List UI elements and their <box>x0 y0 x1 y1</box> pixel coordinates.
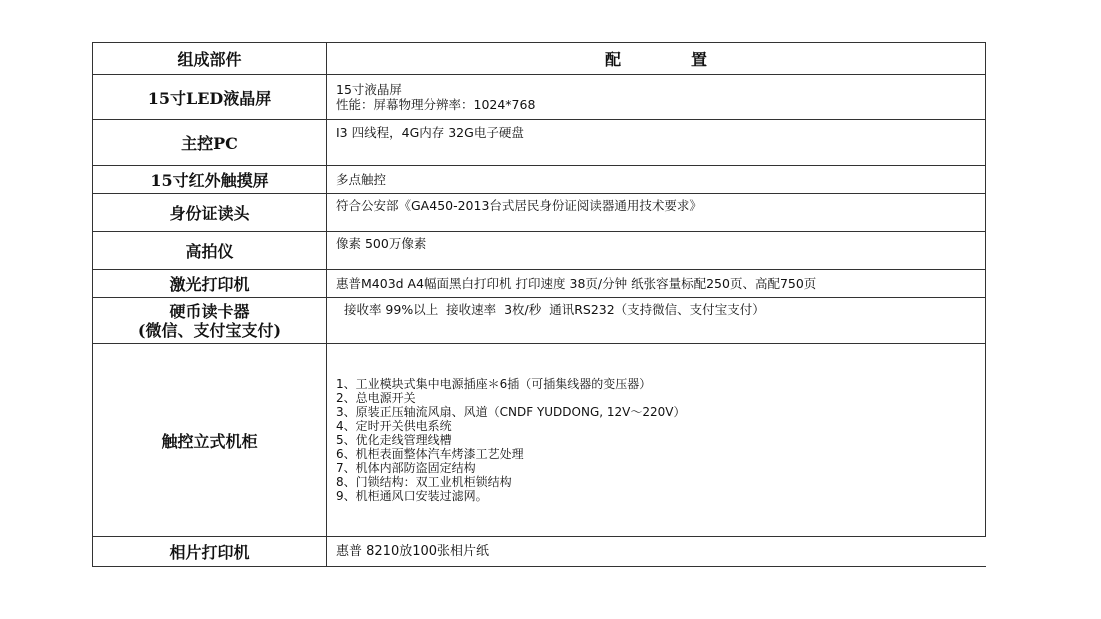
row-config <box>327 120 986 166</box>
row-config <box>327 537 986 567</box>
row-name <box>93 298 327 344</box>
row-config <box>327 298 986 344</box>
row-config <box>327 75 986 120</box>
config-line: 3、原装正压轴流风扇、风道（CNDF YUDDONG, 12V～220V） <box>336 405 686 419</box>
row-name: 激光打印机 <box>93 270 327 298</box>
config-line: 6、机柜表面整体汽车烤漆工艺处理 <box>336 447 524 461</box>
config-line: 4、定时开关供电系统 <box>336 419 452 433</box>
table-row <box>93 120 986 166</box>
config-line: 像素 500万像素 <box>336 236 427 251</box>
row-name: 15寸红外触摸屏 <box>93 166 327 194</box>
row-name: 相片打印机 <box>93 537 327 567</box>
row-name: 15寸LED液晶屏 <box>93 75 327 120</box>
row-name: 高拍仪 <box>93 232 327 270</box>
config-line: 符合公安部《GA450-2013台式居民身份证阅读器通用技术要求》 <box>336 198 702 213</box>
row-name: 触控立式机柜 <box>93 344 327 537</box>
config-line: 5、优化走线管理线槽 <box>336 433 452 447</box>
row-name-line: (微信、支付宝支付) <box>137 320 282 340</box>
config-line: 惠普 8210放100张相片纸 <box>336 544 490 559</box>
config-line: 1、工业模块式集中电源插座＊6插（可插集线器的变压器） <box>336 377 652 391</box>
config-line: 性能：屏幕物理分辨率：1024*768 <box>336 97 536 112</box>
config-line: 7、机体内部防盗固定结构 <box>336 461 476 475</box>
table-header-row <box>93 43 986 75</box>
table-row <box>93 537 986 567</box>
row-name: 身份证读头 <box>93 194 327 232</box>
header-config <box>327 43 986 75</box>
spec-table <box>92 42 986 567</box>
header-config-a: 配 <box>604 50 621 69</box>
config-line: 2、总电源开关 <box>336 391 416 405</box>
table-row <box>93 194 986 232</box>
config-line: 15寸液晶屏 <box>336 82 402 97</box>
header-config-b: 置 <box>691 50 708 69</box>
config-line: 9、机柜通风口安装过滤网。 <box>336 489 488 503</box>
row-config <box>327 232 986 270</box>
row-config <box>327 194 986 232</box>
config-line: I3 四线程，4G内存 32G电子硬盘 <box>336 125 524 140</box>
header-components: 组成部件 <box>93 43 327 75</box>
row-config <box>327 344 986 537</box>
config-line: 8、门锁结构：双工业机柜锁结构 <box>336 475 512 489</box>
table-row <box>93 270 986 298</box>
table-row <box>93 75 986 120</box>
table-row <box>93 298 986 344</box>
table-row <box>93 166 986 194</box>
table-row <box>93 232 986 270</box>
config-line: 接收率 99%以上 接收速率 3枚/秒 通讯RS232（支持微信、支付宝支付） <box>336 302 765 317</box>
row-name: 主控PC <box>93 120 327 166</box>
config-line: 惠普M403d A4幅面黑白打印机 打印速度 38页/分钟 纸张容量标配250页、高配750页 <box>336 276 817 291</box>
row-name-line: 硬币读卡器 <box>169 301 250 321</box>
row-config <box>327 270 986 298</box>
row-config <box>327 166 986 194</box>
table-row <box>93 344 986 537</box>
config-line: 多点触控 <box>336 172 387 187</box>
